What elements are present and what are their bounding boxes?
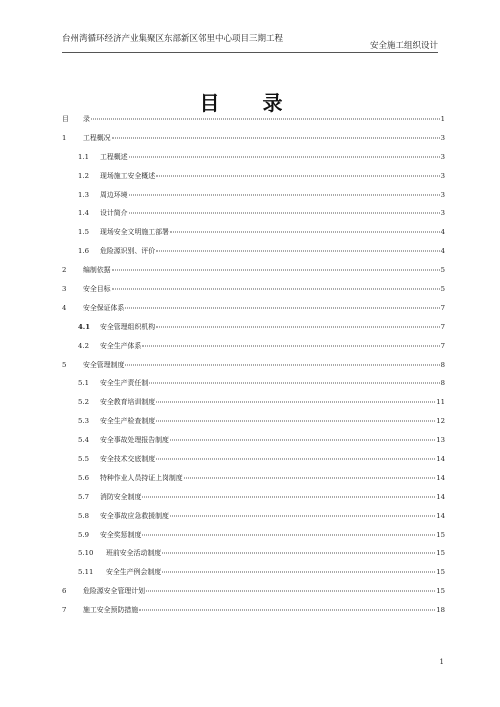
toc-entry-page: 7 (440, 341, 445, 350)
toc-entry-number: 5.1 (78, 379, 89, 388)
toc-entry-label: 安全技术交底制度 (100, 455, 156, 464)
toc-entry-label: 危险源安全管理计划 (83, 587, 146, 596)
toc-entry-label: 班前安全活动制度 (106, 549, 162, 558)
toc-entry-number: 2 (62, 266, 67, 275)
toc-entry-page: 4 (440, 228, 445, 237)
page-header (62, 30, 438, 53)
toc-entry-label: 安全保证体系 (83, 303, 125, 312)
toc-entry-number: 1.3 (78, 190, 89, 199)
toc-entry-number: 5.8 (78, 511, 89, 520)
toc-leader-dots (170, 515, 435, 516)
toc-entry-number: 5.2 (78, 398, 89, 407)
toc-leader-dots (146, 591, 435, 592)
toc-entry-label: 安全教育培训制度 (100, 398, 156, 407)
toc-leader-dots (156, 175, 439, 176)
toc-entry-number: 7 (62, 606, 67, 615)
toc-entry-label: 周边环境 (100, 190, 128, 199)
toc-entry-number: 1.2 (78, 171, 89, 180)
toc-entry[interactable] (62, 377, 445, 396)
toc-entry-label: 安全生产例会制度 (106, 568, 162, 577)
toc-entry-number: 5.7 (78, 492, 89, 501)
toc-entry-page: 5 (440, 285, 445, 294)
toc-entry-label: 消防安全制度 (100, 492, 142, 501)
toc-entry-number: 4 (62, 303, 67, 312)
toc-entry-page: 3 (440, 190, 445, 199)
toc-entry-page: 3 (440, 209, 445, 218)
toc-entry-number: 4.2 (78, 341, 89, 350)
toc-entry-label: 工程概况 (83, 133, 111, 142)
toc-entry-number: 6 (62, 587, 67, 596)
toc-entry[interactable] (62, 189, 445, 208)
toc-entry-number: 5.6 (78, 473, 89, 482)
toc-entry-label: 编制依据 (83, 266, 111, 275)
toc-entry[interactable] (62, 359, 445, 378)
toc-entry[interactable] (62, 226, 445, 245)
toc-leader-dots (142, 496, 435, 497)
toc-leader-dots (162, 572, 435, 573)
toc-entry-label: 安全奖惩制度 (100, 530, 142, 539)
toc-entry[interactable] (62, 529, 445, 548)
toc-entry[interactable] (62, 302, 445, 321)
toc-entry[interactable] (62, 321, 445, 340)
toc-entry-page: 12 (436, 417, 445, 426)
toc-entry-label: 安全事故处理报告制度 (100, 436, 169, 445)
toc-entry-page: 11 (436, 398, 445, 407)
toc-entry-label: 安全管理制度 (83, 360, 125, 369)
toc-entry-page: 15 (436, 530, 445, 539)
toc-entry-page: 3 (440, 133, 445, 142)
toc-entry-page: 7 (440, 322, 445, 331)
toc-entry[interactable] (62, 132, 445, 151)
toc-entry-number: 1.4 (78, 209, 89, 218)
toc-entry-page: 14 (436, 473, 445, 482)
header-document-type: 安全施工组织设计 (369, 41, 438, 51)
toc-entry-label: 录 (83, 115, 90, 123)
toc-entry-label: 现场施工安全概述 (100, 171, 156, 180)
toc-leader-dots (156, 459, 435, 460)
toc-entry-label: 安全管理组织机构 (100, 322, 156, 331)
toc-entry-number: 5.5 (78, 455, 89, 464)
toc-entry-page: 7 (440, 303, 445, 312)
toc-title: 目 录 (199, 91, 301, 115)
toc-entry-page: 8 (440, 379, 445, 388)
toc-entry[interactable] (62, 396, 445, 415)
toc-entry-page: 4 (440, 247, 445, 256)
toc-leader-dots (129, 213, 440, 214)
toc-entry-label: 安全生产体系 (100, 341, 142, 350)
toc-entry-page: 15 (436, 587, 445, 596)
toc-leader-dots (139, 610, 435, 611)
toc-leader-dots (91, 119, 440, 120)
toc-entry-number: 1.1 (78, 152, 89, 161)
toc-entry[interactable] (62, 113, 445, 132)
toc-entry[interactable] (62, 510, 445, 529)
toc-entry[interactable] (62, 453, 445, 472)
toc-leader-dots (112, 270, 440, 271)
toc-entry[interactable] (62, 245, 445, 264)
toc-entry-page: 15 (436, 549, 445, 558)
toc-entry[interactable] (62, 566, 445, 585)
toc-entry[interactable] (62, 151, 445, 170)
toc-entry-number: 3 (62, 285, 67, 294)
toc-leader-dots (170, 440, 435, 441)
toc-entry[interactable] (62, 283, 445, 302)
toc-entry-label: 工程概述 (100, 152, 128, 161)
toc-entry-number: 1 (62, 133, 67, 142)
toc-entry-page: 13 (436, 436, 445, 445)
toc-entry-page: 14 (436, 455, 445, 464)
toc-entry-page: 3 (440, 152, 445, 161)
toc-entry-page: 15 (436, 568, 445, 577)
toc-leader-dots (156, 421, 435, 422)
toc-entry-number: 5.4 (78, 436, 89, 445)
toc-entry-number: 目 (62, 115, 69, 123)
toc-leader-dots (142, 345, 439, 346)
toc-leader-dots (125, 364, 439, 365)
toc-entry-number: 4.1 (78, 322, 90, 331)
toc-entry-page: 5 (440, 266, 445, 275)
toc-leader-dots (156, 251, 439, 252)
toc-entry-page: 18 (436, 606, 445, 615)
toc-entry-number: 1.6 (78, 247, 89, 256)
toc-entry-label: 安全事故应急救援制度 (100, 511, 169, 520)
toc-leader-dots (156, 402, 435, 403)
header-project-title: 台州湾循环经济产业集聚区东部新区邻里中心项目三期工程 (62, 34, 284, 44)
toc-entry[interactable] (62, 604, 445, 623)
toc-entry-label: 安全目标 (83, 285, 111, 294)
page-number: 1 (439, 658, 444, 666)
toc-entry-label: 安全生产检查制度 (100, 417, 156, 426)
table-of-contents (62, 113, 445, 623)
toc-leader-dots (149, 383, 439, 384)
toc-entry-page: 3 (440, 171, 445, 180)
toc-leader-dots (142, 534, 435, 535)
toc-entry-label: 施工安全预防措施 (83, 606, 139, 615)
toc-entry-page: 14 (436, 511, 445, 520)
toc-leader-dots (156, 326, 439, 327)
toc-entry[interactable] (62, 547, 445, 566)
toc-leader-dots (112, 289, 440, 290)
toc-entry-number: 5.9 (78, 530, 89, 539)
toc-leader-dots (162, 553, 435, 554)
toc-leader-dots (170, 232, 440, 233)
toc-entry-number: 5.3 (78, 417, 89, 426)
toc-entry-number: 5 (62, 360, 67, 369)
toc-entry-page: 14 (436, 492, 445, 501)
toc-leader-dots (112, 137, 440, 138)
toc-entry[interactable] (62, 472, 445, 491)
toc-entry-number: 1.5 (78, 228, 89, 237)
toc-entry[interactable] (62, 264, 445, 283)
toc-leader-dots (184, 477, 436, 478)
toc-entry-number: 5.11 (78, 568, 94, 577)
toc-entry-label: 现场安全文明施工部署 (100, 228, 169, 237)
toc-entry[interactable] (62, 170, 445, 189)
toc-entry-label: 安全生产责任制 (100, 379, 149, 388)
toc-leader-dots (129, 156, 440, 157)
toc-entry[interactable] (62, 340, 445, 359)
toc-entry[interactable] (62, 585, 445, 604)
toc-entry[interactable] (62, 434, 445, 453)
toc-entry[interactable] (62, 207, 445, 226)
toc-entry-label: 设计简介 (100, 209, 128, 218)
toc-leader-dots (129, 194, 440, 195)
toc-entry-number: 5.10 (78, 549, 94, 558)
toc-entry[interactable] (62, 415, 445, 434)
toc-leader-dots (125, 307, 439, 308)
toc-entry-page: 8 (440, 360, 445, 369)
toc-entry[interactable] (62, 491, 445, 510)
toc-entry-label: 危险源识别、评价 (100, 247, 156, 256)
toc-entry-page: 1 (440, 115, 445, 123)
toc-entry-label: 特种作业人员持证上岗制度 (100, 473, 183, 482)
